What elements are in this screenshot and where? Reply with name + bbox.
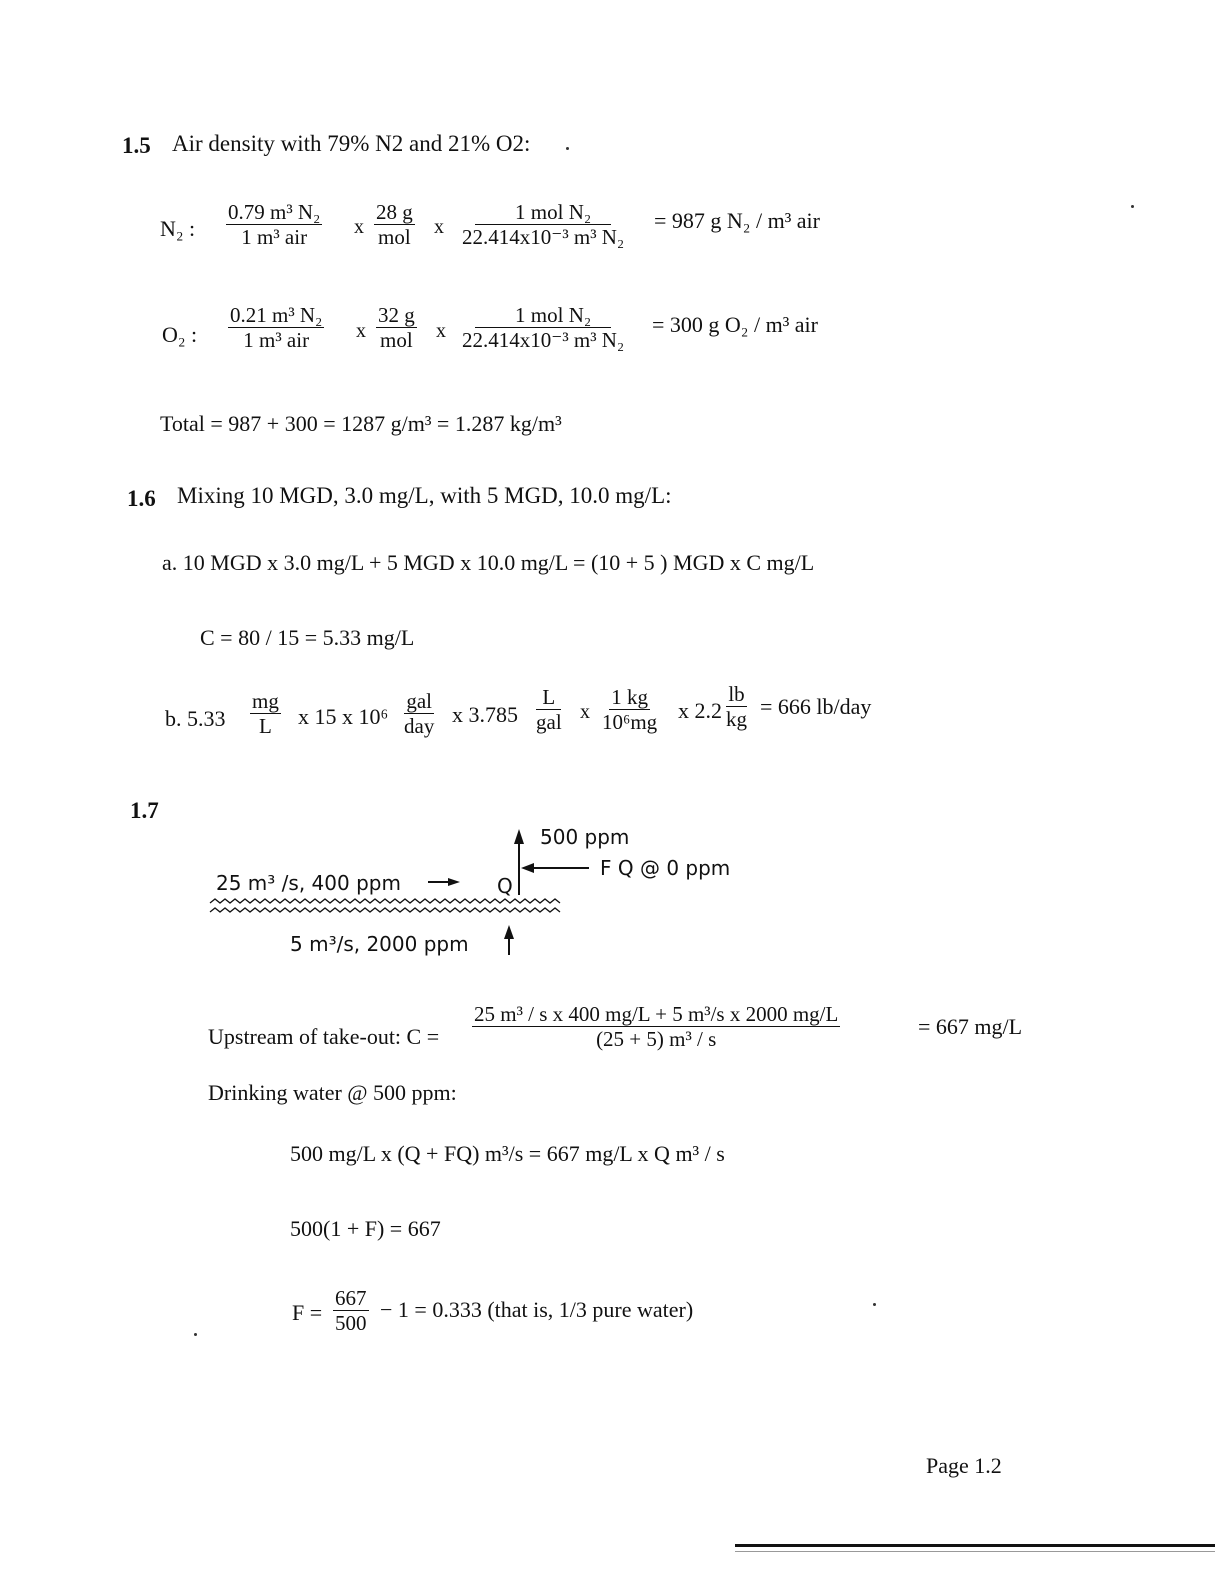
takeout-arrow-head (514, 829, 524, 844)
upstream-result: = 667 mg/L (918, 1014, 1023, 1039)
part-a-equation: a. 10 MGD x 3.0 mg/L + 5 MGD x 10.0 mg/L = (10 + 5 ) MGD x C mg/L (162, 550, 815, 575)
scan-speck (1131, 205, 1134, 208)
b-f1-numerator: mg (252, 689, 279, 713)
o2-f3-numerator: 1 mol N₂ (475, 303, 611, 328)
b-mid-1: x 15 x 10⁶ (298, 704, 389, 729)
b-mid-2: x 3.785 (452, 702, 518, 727)
b-f4-numerator: 1 kg (611, 685, 648, 709)
upstream-denominator: (25 + 5) m³ / s (596, 1027, 717, 1052)
o2-times-1: x (356, 320, 366, 342)
part-b-prefix: b. 5.33 (165, 706, 226, 731)
b-f4-denominator: 10⁶mg (602, 710, 658, 735)
section-number-1-5: 1.5 (122, 133, 151, 158)
section-heading-1-5: Air density with 79% N2 and 21% O2: (172, 131, 531, 156)
upstream-label: Upstream of take-out: C = (208, 1024, 440, 1049)
river-arrow-head (448, 878, 460, 886)
o2-label: O₂ : (162, 322, 198, 347)
n2-label: N₂ : (160, 216, 196, 241)
section-number-1-6: 1.6 (127, 486, 156, 511)
diagram-bottom-label: 5 m³/s, 2000 ppm (290, 932, 469, 956)
diagram-top-label: 500 ppm (540, 825, 630, 849)
equation-2: 500(1 + F) = 667 (290, 1216, 441, 1241)
total-density: Total = 987 + 300 = 1287 g/m³ = 1.287 kg/m³ (160, 411, 562, 436)
n2-f1-denominator: 1 m³ air (241, 225, 308, 250)
diagram-q-label: Q (497, 874, 513, 898)
scan-speck (873, 1303, 876, 1306)
drinking-water-heading: Drinking water @ 500 ppm: (208, 1080, 457, 1105)
section-heading-1-6: Mixing 10 MGD, 3.0 mg/L, with 5 MGD, 10.0 mg/L: (177, 483, 672, 508)
b-f3-denominator: gal (536, 710, 562, 735)
diagram-left-label: 25 m³ /s, 400 ppm (216, 871, 401, 895)
o2-f2-denominator: mol (380, 328, 413, 353)
c-result: C = 80 / 15 = 5.33 mg/L (200, 625, 415, 650)
n2-times-1: x (354, 216, 364, 238)
n2-f2-denominator: mol (378, 225, 411, 250)
tributary-arrow-head (504, 925, 514, 939)
footer-rule (735, 1544, 1215, 1547)
b-mid-3: x (580, 701, 590, 723)
diagram-right-label: F Q @ 0 ppm (600, 856, 731, 880)
upstream-numerator: 25 m³ / s x 400 mg/L + 5 m³/s x 2000 mg/L (474, 1002, 839, 1026)
scan-speck (194, 1333, 197, 1336)
equation-3-suffix: − 1 = 0.333 (that is, 1/3 pure water) (380, 1297, 694, 1322)
river-wave-1 (210, 899, 560, 903)
footer-rule-thin (735, 1551, 1215, 1552)
equation-3-fraction (333, 1286, 369, 1335)
o2-f1-denominator: 1 m³ air (243, 328, 310, 353)
b-f3-numerator: L (536, 685, 561, 710)
upstream-fraction (472, 1002, 840, 1051)
section-number-1-7: 1.7 (130, 798, 159, 823)
n2-times-2: x (434, 216, 444, 238)
o2-f2-numerator: 32 g (378, 303, 415, 327)
b-result: = 666 lb/day (760, 694, 872, 719)
n2-f3-denominator: 22.414x10⁻³ m³ N₂ (462, 225, 625, 250)
equation-3-prefix: F = (292, 1300, 323, 1325)
o2-f3-denominator: 22.414x10⁻³ m³ N₂ (462, 328, 625, 353)
b-f5-denominator: kg (726, 707, 747, 732)
o2-times-2: x (436, 320, 446, 342)
equation-1: 500 mg/L x (Q + FQ) m³/s = 667 mg/L x Q m³ / s (290, 1141, 725, 1166)
b-f5-numerator: lb (728, 682, 745, 706)
b-mid-4: x 2.2 (678, 698, 722, 723)
scan-speck (566, 147, 569, 150)
o2-f1-numerator: 0.21 m³ N₂ (230, 303, 323, 327)
freshwater-arrow-head (521, 863, 534, 873)
n2-result: = 987 g N₂ / m³ air (654, 208, 820, 233)
equation-3-denominator: 500 (335, 1311, 367, 1336)
n2-f3-numerator: 1 mol N₂ (475, 200, 611, 225)
page-number: Page 1.2 (926, 1453, 1002, 1478)
n2-f1-numerator: 0.79 m³ N₂ (228, 200, 321, 224)
river-wave-2 (210, 908, 560, 912)
b-f2-denominator: day (404, 714, 435, 739)
n2-f2-numerator: 28 g (376, 200, 413, 224)
b-f2-numerator: gal (406, 689, 432, 713)
b-f1-denominator: L (259, 714, 272, 739)
o2-result: = 300 g O₂ / m³ air (652, 312, 818, 337)
equation-3-numerator: 667 (335, 1286, 367, 1310)
